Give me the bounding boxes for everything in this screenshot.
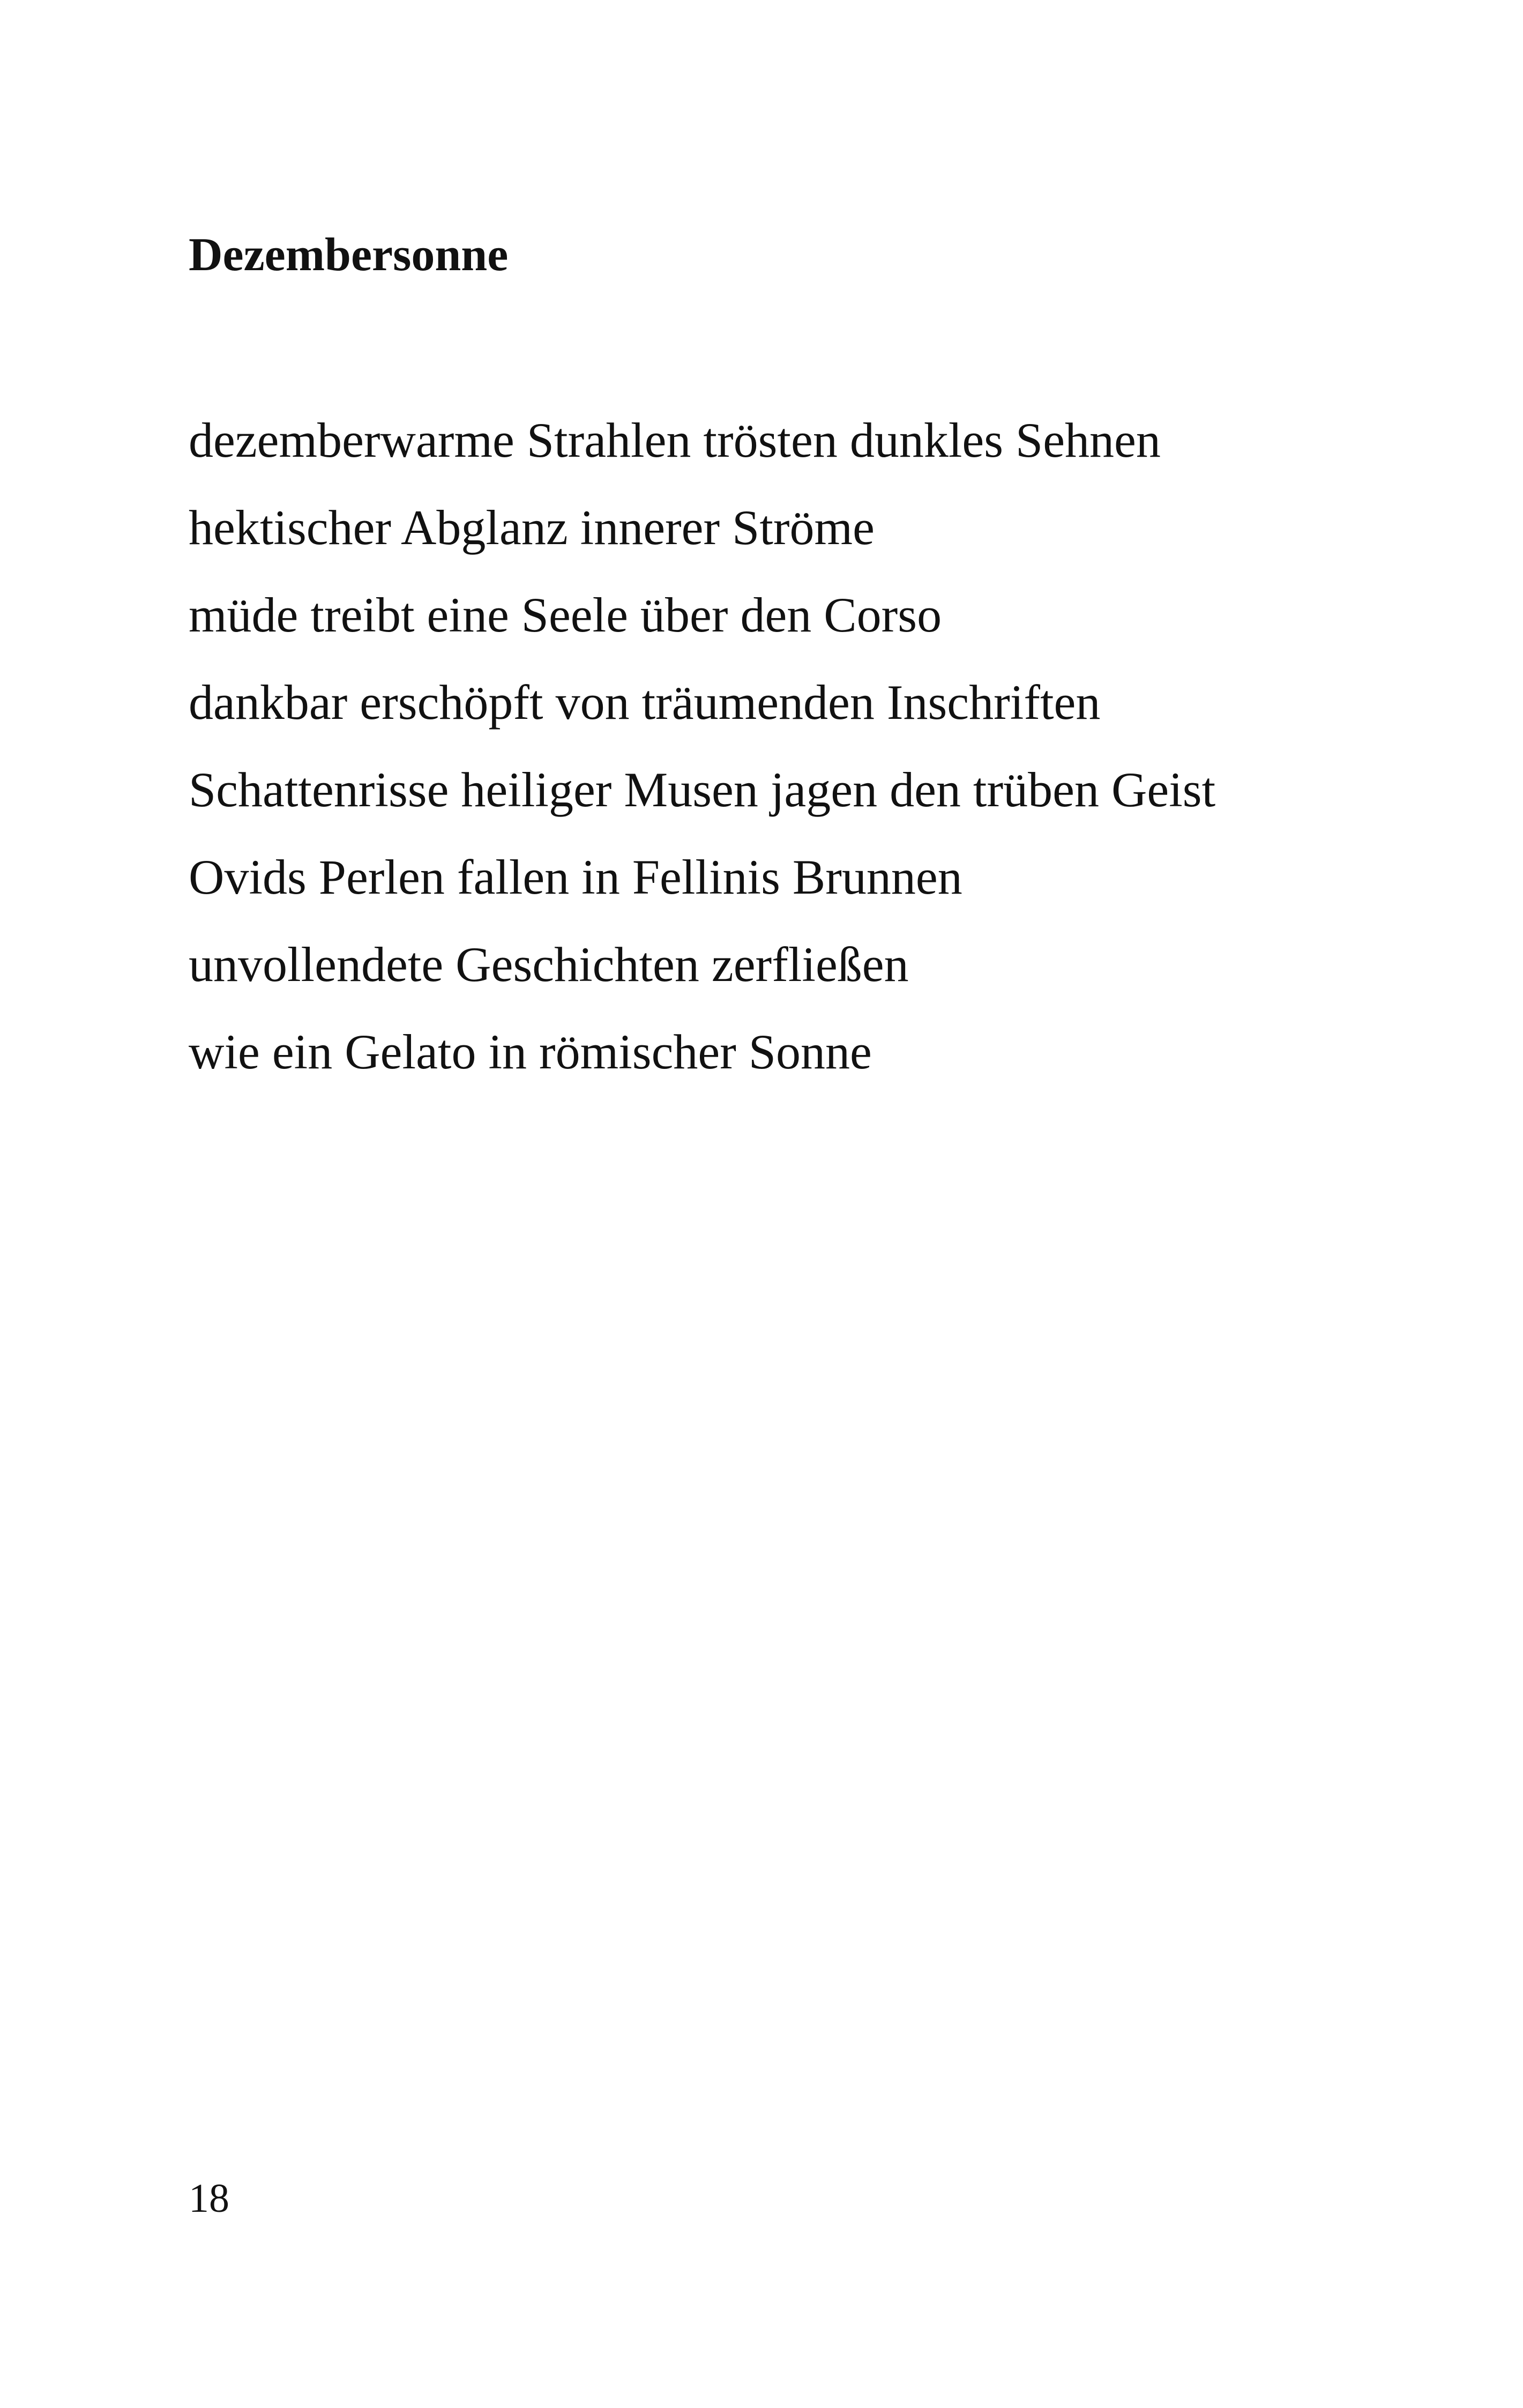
poem-line: dankbar erschöpft von träumenden Inschriften <box>189 675 1101 730</box>
page-number: 18 <box>189 2176 229 2221</box>
poem-line: Schattenrisse heiliger Musen jagen den trüben Geist <box>189 762 1216 817</box>
poem-line: hektischer Abglanz innerer Ströme <box>189 500 875 555</box>
poem-title: Dezembersonne <box>189 229 509 281</box>
poem-body <box>189 397 1215 1096</box>
poem-line: unvollendete Geschichten zerfließen <box>189 937 909 992</box>
poem-line: Ovids Perlen fallen in Fellinis Brunnen <box>189 850 962 904</box>
poem-line: müde treibt eine Seele über den Corso <box>189 588 942 642</box>
poem-line: wie ein Gelato in römischer Sonne <box>189 1024 872 1079</box>
poem-line: dezemberwarme Strahlen trösten dunkles Sehnen <box>189 413 1161 467</box>
